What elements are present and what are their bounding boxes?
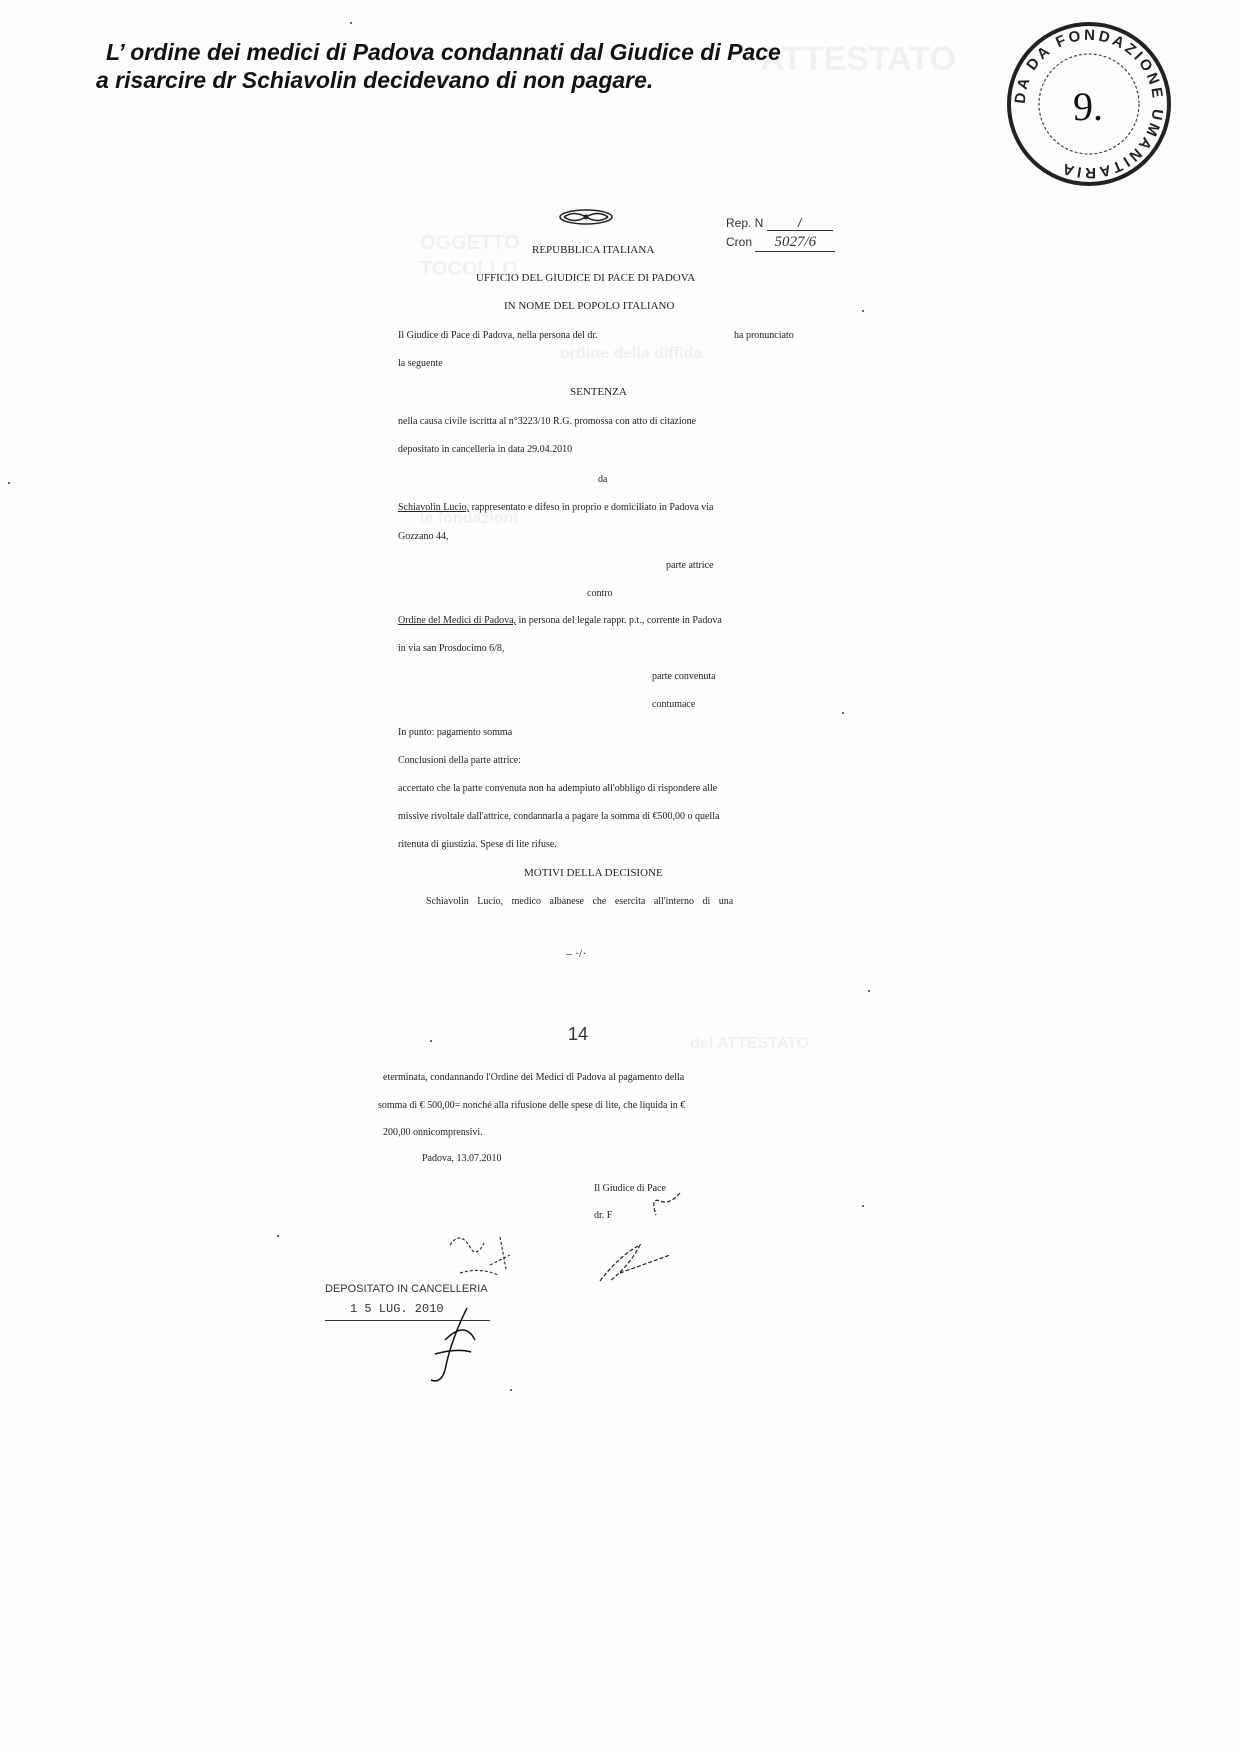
intro-line-1b: ha pronunciato xyxy=(734,330,794,341)
plaintiff-name: Schiavolin Lucio, xyxy=(398,502,470,513)
page-mark: 14 xyxy=(568,1024,589,1044)
speck xyxy=(510,1389,512,1391)
rep-value: / xyxy=(767,216,833,231)
judge-signature xyxy=(560,1185,740,1295)
decision-line-3: 200,00 onnicomprensivi. xyxy=(383,1127,483,1138)
cron-label: Cron xyxy=(726,235,753,249)
plaintiff-desc-1: rappresentato e difeso in proprio e domiciliato in Padova via xyxy=(469,502,714,513)
deposit-label: DEPOSITATO IN CANCELLERIA xyxy=(325,1283,488,1295)
headline xyxy=(96,38,966,94)
speck xyxy=(868,990,870,992)
deposit-date: 1 5 LUG. 2010 xyxy=(350,1302,444,1316)
headline-line-1: L’ ordine dei medici di Padova condannati dal Giudice di Pace xyxy=(106,39,781,65)
speck xyxy=(842,712,844,714)
cron-number xyxy=(726,234,835,252)
ghost-text: ATTESTATO xyxy=(760,40,956,78)
conclusions-line-3: ritenuta di giustizia. Spese di lite rifuse. xyxy=(398,839,557,850)
ghost-text: le fondazioni xyxy=(420,510,518,527)
da-label: da xyxy=(598,474,608,485)
speck xyxy=(277,1235,279,1237)
stamp-ring-text: DA DA FONDAZIONE UMANITARIA xyxy=(1011,26,1167,182)
sentenza-heading: SENTENZA xyxy=(570,386,627,398)
judge-title: Il Giudice di Pace xyxy=(594,1183,666,1194)
plaintiff-role: parte attrice xyxy=(666,560,714,571)
decision-line-2: somma di € 500,00= nonché alla rifusione delle spese di lite, che liquida in € xyxy=(378,1100,686,1111)
clerk-signature xyxy=(405,1300,495,1390)
ghost-text: del ATTESTATO xyxy=(690,1035,810,1052)
conclusions-line-1: accertato che la parte convenuta non ha adempiuto all'obbligo di rispondere alle xyxy=(398,783,718,794)
clerk-scribble xyxy=(440,1225,550,1285)
office-heading: UFFICIO DEL GIUDICE DI PACE DI PADOVA xyxy=(476,272,696,284)
speck xyxy=(862,1205,864,1207)
plaintiff-line-2: Gozzano 44, xyxy=(398,531,449,542)
defendant-line-2: in via san Prosdocimo 6/8, xyxy=(398,643,505,654)
break-mark: – ·/· xyxy=(566,946,587,960)
headline-line-2: a risarcire dr Schiavolin decidevano di non pagare. xyxy=(96,67,654,93)
speck xyxy=(430,1040,432,1042)
judge-name: dr. F xyxy=(594,1210,613,1221)
ghost-text: ordine della diffida xyxy=(560,345,703,362)
stamp-number: 9. xyxy=(1073,84,1103,129)
decision-line-1: eterminata, condannando l'Ordine dei Medici di Padova al pagamento della xyxy=(383,1072,685,1083)
rep-number xyxy=(726,216,833,231)
cron-value: 5027/6 xyxy=(755,234,835,252)
in-punto: In punto: pagamento somma xyxy=(398,727,513,738)
republic-heading: REPUBBLICA ITALIANA xyxy=(532,244,655,256)
place-date: Padova, 13.07.2010 xyxy=(422,1153,502,1164)
circular-stamp xyxy=(1003,18,1175,190)
conclusions-line-2: missive rivoltale dall'attrice, condannarla a pagare la somma di €500,00 o quella xyxy=(398,811,720,822)
plaintiff-line-1 xyxy=(398,502,713,513)
intro-line-2: la seguente xyxy=(398,358,443,369)
defendant-line-1 xyxy=(398,615,722,626)
motivi-heading: MOTIVI DELLA DECISIONE xyxy=(524,867,663,879)
cause-line-2: depositato in cancelleria in data 29.04.2010 xyxy=(398,444,573,455)
motivi-line-1: Schiavolin Lucio, medico albanese che esercita all'interno di una xyxy=(426,896,734,907)
defendant-desc-1: in persona del legale rappr. p.t., corrente in Padova xyxy=(516,615,722,626)
defendant-status: contumace xyxy=(652,699,696,710)
rep-label: Rep. N xyxy=(726,216,764,230)
speck xyxy=(350,22,352,24)
speck xyxy=(862,310,864,312)
republic-emblem-icon xyxy=(558,208,614,226)
cause-line-1: nella causa civile iscritta al n°3223/10 R.G. promossa con atto di citazione xyxy=(398,416,697,427)
in-name-heading: IN NOME DEL POPOLO ITALIANO xyxy=(504,300,675,312)
ghost-text: TOCOLLO xyxy=(420,258,518,280)
conclusions-title: Conclusioni della parte attrice: xyxy=(398,755,522,766)
defendant-name: Ordine del Medici di Padova, xyxy=(398,615,517,626)
contro-label: contro xyxy=(587,588,613,599)
defendant-role: parte convenuta xyxy=(652,671,716,682)
ghost-text: OGGETTO xyxy=(420,232,520,254)
intro-line-1a: Il Giudice di Pace di Padova, nella persona del dr. xyxy=(398,330,598,341)
speck xyxy=(8,482,10,484)
